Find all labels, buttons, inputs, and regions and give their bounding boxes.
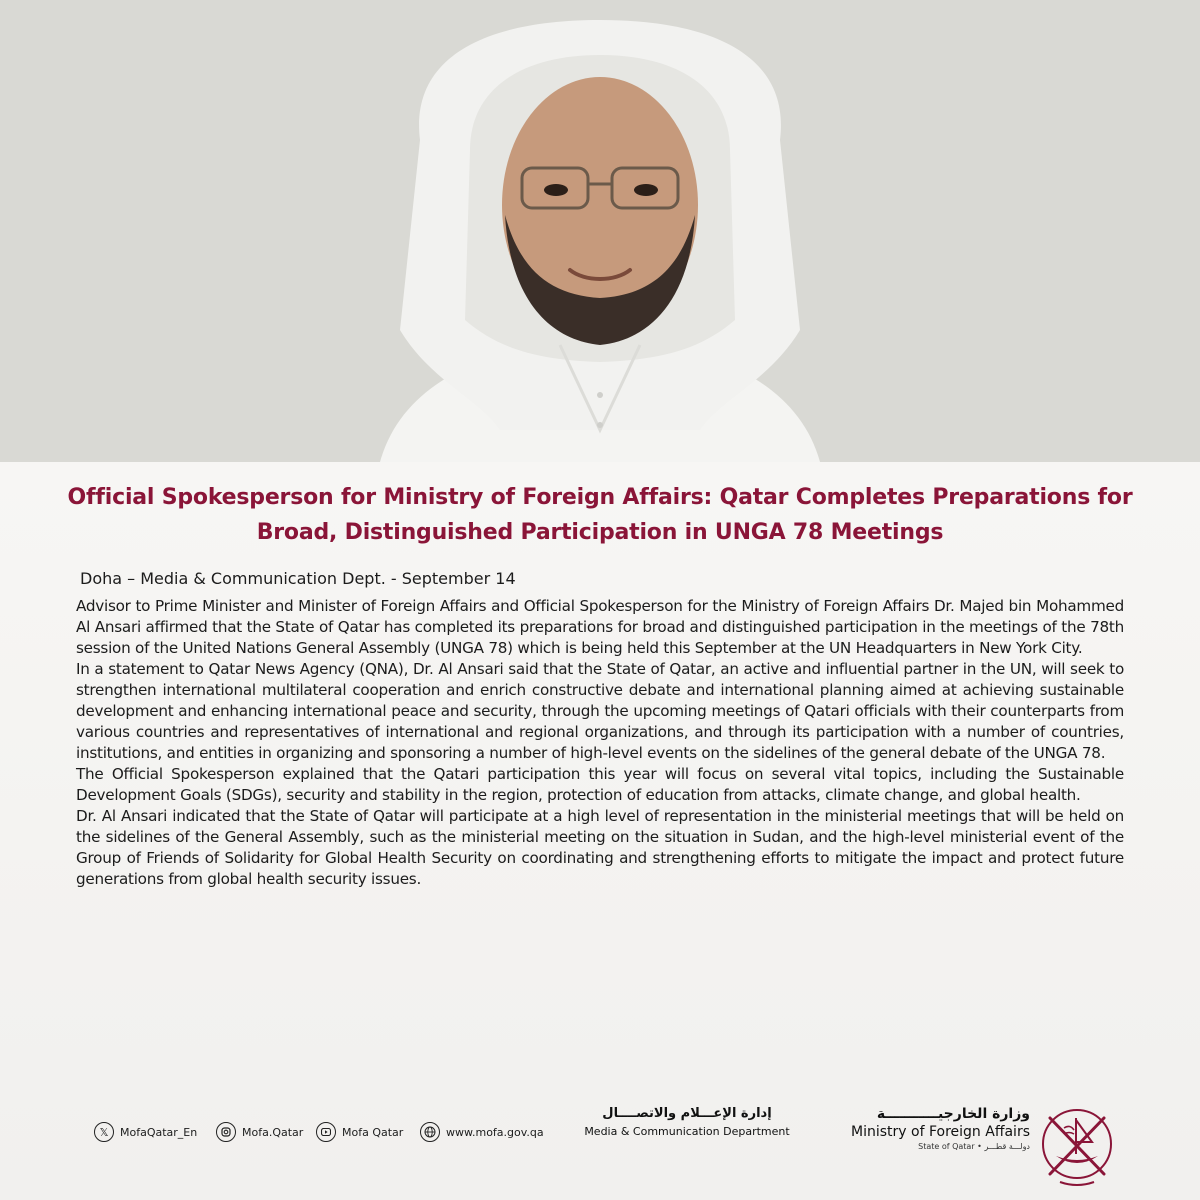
website-link[interactable] — [420, 1122, 544, 1142]
instagram-handle: Mofa.Qatar — [242, 1125, 304, 1139]
footer — [0, 1098, 1200, 1200]
ministry-english-name: Ministry of Foreign Affairs — [851, 1124, 1030, 1140]
youtube-icon — [316, 1122, 336, 1142]
paragraph: Dr. Al Ansari indicated that the State of Qatar will participate at a high level of representation in the ministerial meetings that will be held on the sidelines of the General Assembly, such as the ministerial meeting on the situation in Sudan, and the high-level ministerial event of the Group of Friends of Solidarity for Global Health Security on coordinating and strengthening efforts to mitigate the impact and protect future generations from global health security issues. — [76, 807, 1124, 888]
x-icon: 𝕏 — [94, 1122, 114, 1142]
qatar-emblem-icon — [1036, 1098, 1118, 1190]
article-panel — [0, 462, 1200, 1200]
media-department-logo — [582, 1106, 792, 1138]
portrait-illustration — [0, 0, 1200, 462]
paragraph: The Official Spokesperson explained that the Qatari participation this year will focus on several vital topics, including the Sustainable Development Goals (SDGs), security and stability in the region, protection of education from attacks, climate change, and global health. — [76, 765, 1124, 804]
website-url: www.mofa.gov.qa — [446, 1125, 544, 1139]
state-of-qatar-label: State of Qatar • دولـــة قطـــر — [918, 1142, 1030, 1151]
portrait-photo — [0, 0, 1200, 462]
article-title: Official Spokesperson for Ministry of Foreign Affairs: Qatar Completes Preparations for Broad, Distinguished Participation in UNGA 78 Meetings — [67, 485, 1133, 545]
globe-icon — [420, 1122, 440, 1142]
article-body — [76, 596, 1124, 890]
x-link[interactable] — [94, 1122, 197, 1142]
youtube-handle: Mofa Qatar — [342, 1125, 404, 1139]
ministry-arabic-name: وزارة الخارجيـــــــــــة — [876, 1106, 1030, 1122]
youtube-link[interactable] — [316, 1122, 403, 1142]
paragraph: In a statement to Qatar News Agency (QNA), Dr. Al Ansari said that the State of Qatar, an active and influential partner in the UN, will seek to strengthen international multilateral cooperation and enrich constructive debate and international planning aimed at achieving sustainable development and enhancing international peace and security, through the upcoming meetings of Qatari officials with their counterparts from various countries and representatives of international and regional organizations, and through its participation with a number of countries, institutions, and entities in organizing and sponsoring a number of high-level events on the sidelines of the general debate of the UNGA 78. — [76, 660, 1124, 762]
mcd-arabic-name: إدارة الإعـــلام والاتصــــال — [602, 1106, 772, 1121]
mcd-english-name: Media & Communication Department — [584, 1125, 790, 1138]
paragraph: Advisor to Prime Minister and Minister of Foreign Affairs and Official Spokesperson for the Ministry of Foreign Affairs Dr. Majed bin Mohammed Al Ansari affirmed that the State of Qatar has completed its preparations for broad and distinguished participation in the meetings of the 78th session of the United Nations General Assembly (UNGA 78) which is being held this September at the UN Headquarters in New York City. — [76, 597, 1124, 657]
instagram-link[interactable] — [216, 1122, 303, 1142]
instagram-icon — [216, 1122, 236, 1142]
x-handle: MofaQatar_En — [120, 1125, 198, 1139]
ministry-logo-text — [840, 1106, 1030, 1151]
dateline: Doha – Media & Communication Dept. - September 14 — [80, 569, 516, 588]
